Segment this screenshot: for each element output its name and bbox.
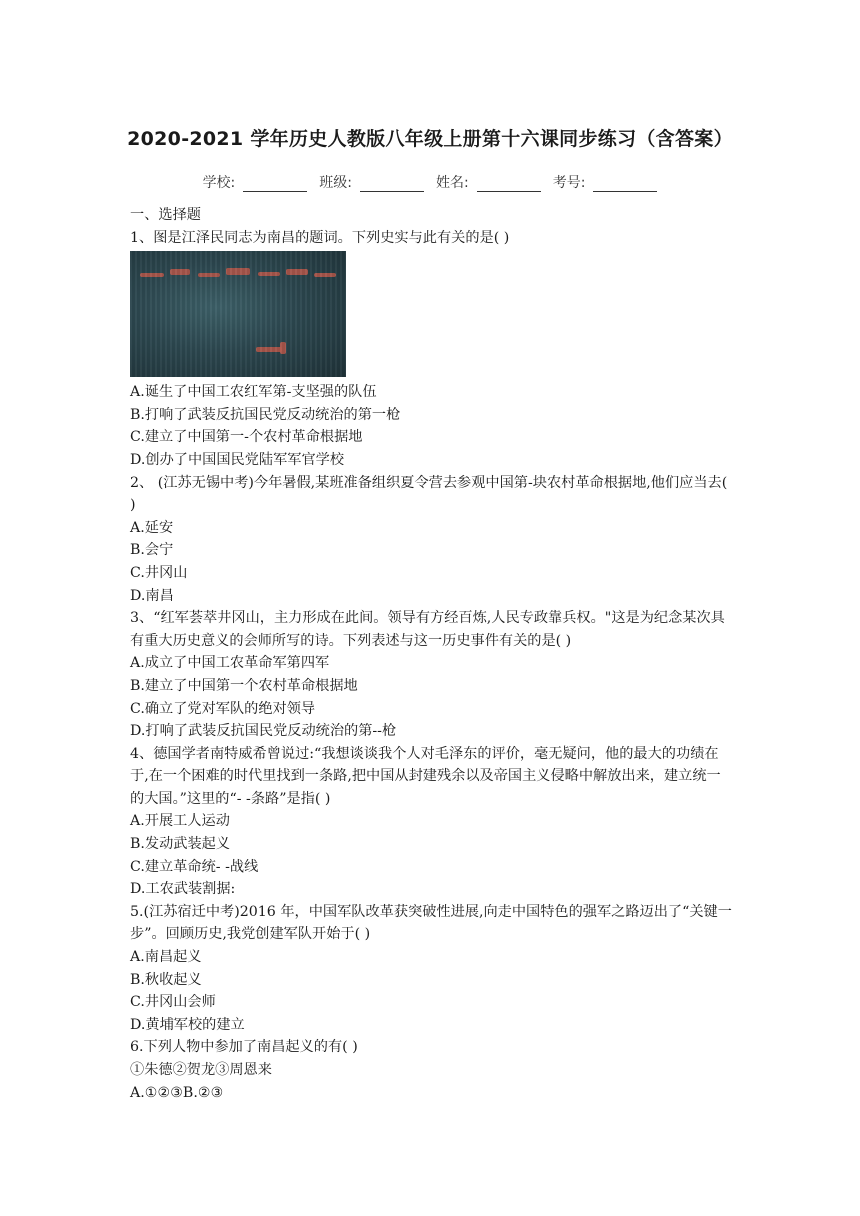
school-field[interactable] [203,172,308,192]
option-b: B.建立了中国第一个农村革命根据地 [130,677,358,694]
option-d: D.工农武装割据: [130,881,236,898]
school-label: 学校: [202,175,236,191]
question-stem: 2、 (江苏无锡中考)今年暑假,某班准备组织夏令营去参观中国第-块农村革命根据地,他们应当去( ) [130,474,728,514]
option-ab: A.①②③B.②③ [130,1084,224,1101]
exam-no-label: 考号: [552,175,586,191]
option-c: C.确立了党对军队的绝对领导 [130,700,316,717]
option-c: C.建立革命统- -战线 [130,858,259,875]
exercise-content [130,204,734,1104]
class-label: 班级: [319,175,352,191]
option-a: A.诞生了中国工农红军第-支坚强的队伍 [130,384,377,401]
question-5 [130,901,734,1037]
name-field[interactable] [436,172,541,192]
option-c: C.井冈山 [130,564,188,581]
option-a: A.延安 [130,519,174,536]
question-1 [130,227,734,472]
question-4 [130,743,734,901]
section-heading: 一、选择题 [130,207,201,223]
school-blank[interactable] [243,177,307,192]
question-stem: 1、图是江泽民同志为南昌的题词。下列史实与此有关的是( ) [130,229,510,246]
option-d: D.打响了武装反抗国民党反动统治的第--枪 [130,723,397,740]
question-stem: 3、“红军荟萃井冈山，主力形成在此间。领导有方经百炼,人民专政靠兵权。"这是为纪念某次具有重大历史意义的会师所写的诗。下列表述与这一历史事件有关的是( ) [130,610,725,649]
question-statement: ①朱德②贺龙③周恩来 [130,1062,272,1078]
name-label: 姓名: [436,175,469,191]
option-a: A.成立了中国工农革命军第四军 [130,655,330,672]
option-d: D.黄埔军校的建立 [130,1016,245,1033]
class-blank[interactable] [360,177,424,192]
class-field[interactable] [319,172,424,192]
document-title: 2020-2021 学年历史人教版八年级上册第十六课同步练习（含答案） [127,128,733,150]
name-blank[interactable] [477,177,541,192]
exam-no-field[interactable] [553,172,658,192]
option-c: C.建立了中国第一-个农村革命根据地 [130,429,363,446]
exam-no-blank[interactable] [593,177,657,192]
question-stem: 6.下列人物中参加了南昌起义的有( ) [130,1039,358,1056]
option-d: D.南昌 [130,587,174,604]
option-b: B.会宁 [130,542,174,559]
option-b: B.打响了武装反抗国民党反动统治的第一枪 [130,406,401,423]
option-b: B.秋收起义 [130,971,202,988]
option-b: B.发动武装起义 [130,836,231,853]
question-2 [130,472,734,608]
option-c: C.井冈山会师 [130,994,216,1011]
option-d: D.创办了中国国民党陆军军官学校 [130,451,345,468]
option-a: A.开展工人运动 [130,813,230,830]
student-info-row [0,172,860,192]
question-stem: 4、德国学者南特威希曾说过:“我想谈谈我个人对毛泽东的评价，毫无疑问，他的最大的功绩在于,在一个困难的时代里找到一条路,把中国从封建残余以及帝国主义侵略中解放出来，建立统一的大国。”这里的“- -条路”是指( ) [130,745,721,807]
question-stem: 5.(江苏宿迁中考)2016 年，中国军队改革获突破性进展,向走中国特色的强军之路迈出了“关键一步”。回顾历史,我党创建军队开始于( ) [130,903,732,943]
question-6 [130,1036,734,1104]
option-a: A.南昌起义 [130,949,202,966]
calligraphy-inscription-photo [130,251,346,377]
question-3 [130,607,734,743]
